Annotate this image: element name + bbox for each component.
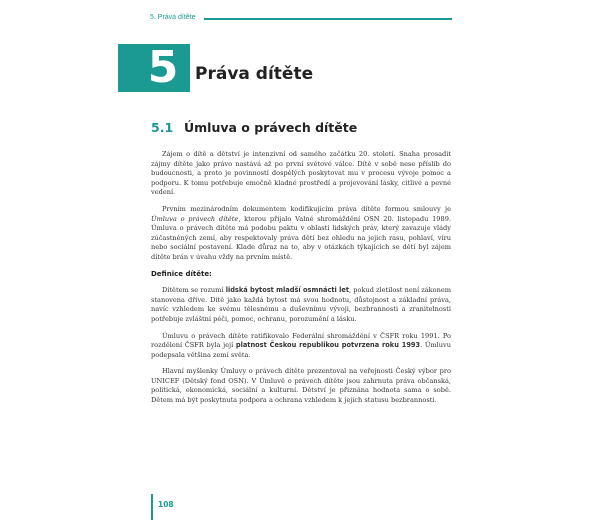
paragraph-4-text-a: Úmluvu o právech dítěte ratifikovalo Federální shromáždění v ČSFR roku 1991. Po rozdělení ČSFR byla její bbox=[151, 331, 451, 350]
chapter-number-box bbox=[118, 44, 190, 92]
paragraph-3-text-a: Dítětem se rozumí bbox=[162, 286, 226, 295]
paragraph-2 bbox=[151, 205, 451, 263]
paragraph-5: Hlavní myšlenky Úmluvy o právech dítěte prezentoval na veřejnosti Český výbor pro UNICEF (Dětský fond OSN). V Úmluvě o právech dítěte jsou zahrnuta práva občanská, politická, ekonomická, sociální a kulturní. Dětství je přiznána hodnota sama o sobě. Dětem má být poskytnuta podpora a ochrana vzhledem k jejich statusu bezbrannosti. bbox=[151, 367, 451, 405]
ratification-bold: platnost Českou republikou potvrzena roku 1993 bbox=[235, 341, 421, 350]
paragraph-1: Zájem o dítě a dětství je intenzivní od samého začátku 20. století. Snaha prosadit zájmy dítěte jako právo nastává až po první světové válce. Dítě v sobě nese příslib do budoucnosti, a proto je povinností dospělých poskytovat mu v procesu vývoje pomoc a podporu. K tomu potřebuje emočně kladné prostředí a projevování lásky, citlivé a pevné vedení. bbox=[151, 150, 451, 197]
paragraph-4-text-b: . Úmluvu podepsala většina zemí světa. bbox=[151, 341, 451, 359]
paragraph-3-text-b: , pokud zletilost není zákonem stanovena dříve. Dítě jako každá bytost má svou hodnotu, důstojnost a základní práva, navíc vzhledem ke svému tělesnému a duševnímu vývoji, bezbrannosti a zranitelnosti potřebuje zvláštní péči, pomoc, ochranu, porozumění a lásku. bbox=[151, 286, 451, 323]
page-number: 108 bbox=[158, 500, 174, 509]
running-head: 5. Práva dítěte bbox=[150, 14, 196, 21]
definition-bold: lidská bytost mladší osmnácti let bbox=[225, 286, 350, 295]
paragraph-2-text-a: Prvním mezinárodním dokumentem kodifikujícím práva dítěte formou smlouvy je bbox=[162, 204, 451, 213]
chapter-title: Práva dítěte bbox=[195, 64, 314, 84]
paragraph-3 bbox=[151, 286, 451, 324]
paragraph-4 bbox=[151, 332, 451, 361]
definition-subheading: Definice dítěte: bbox=[151, 269, 212, 278]
header-rule bbox=[204, 18, 452, 20]
section-number: 5.1 bbox=[151, 120, 174, 135]
page-number-bar bbox=[151, 494, 153, 520]
treaty-name-italic: Úmluva o právech dítěte bbox=[151, 214, 239, 223]
section-title: Úmluva o právech dítěte bbox=[184, 120, 358, 135]
body-text bbox=[151, 150, 451, 413]
chapter-number: 5 bbox=[147, 42, 179, 93]
paragraph-2-text-b: , kterou přijalo Valné shromáždění OSN 20. listopadu 1989. Úmluva o právech dítěte má podobu paktu v oblasti lidských práv, který zavazuje vlády zúčastněných zemí, aby respektovaly práva dětí bez ohledu na jejich rasu, pohlaví, víru nebo sociální postavení. Klade důraz na to, aby v otázkách týkajících se dětí byl zájem dítěte brán v úvahu vždy na prvním místě. bbox=[151, 214, 451, 261]
